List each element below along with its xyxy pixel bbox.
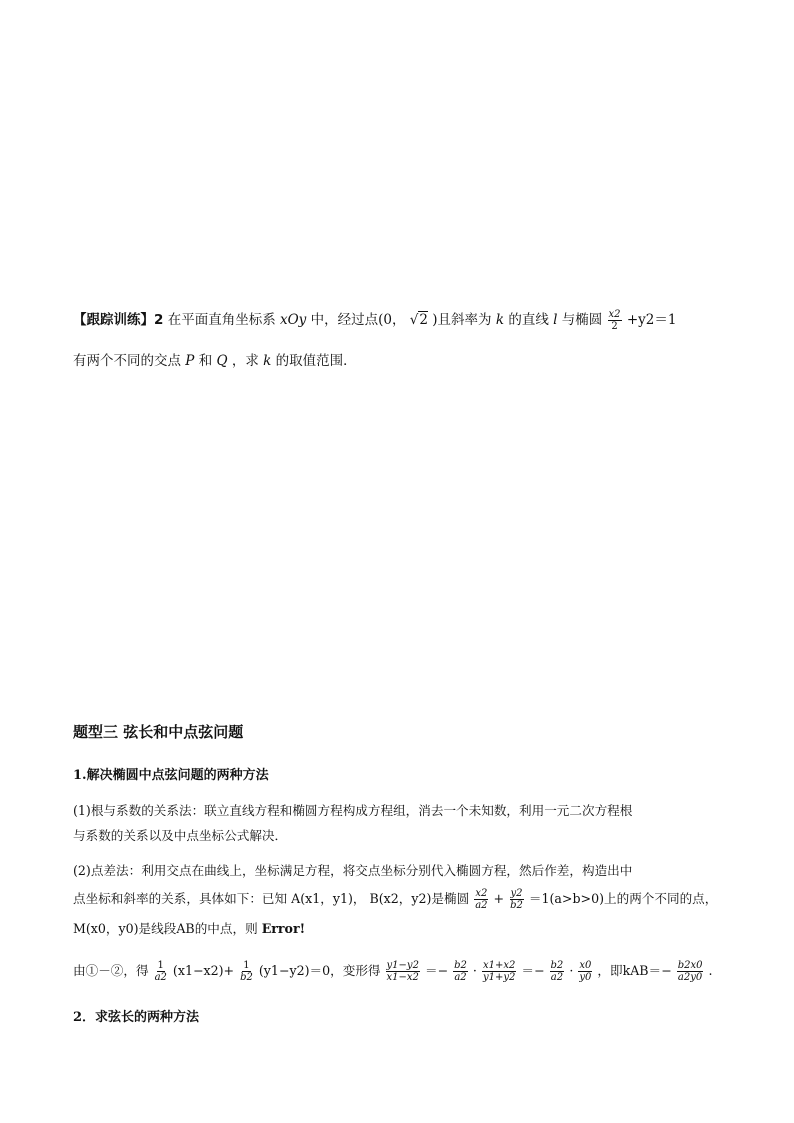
exercise-text-d: 的直线 [508,312,549,328]
formula-dot-1: · [472,963,477,978]
var-k2: k [263,353,272,369]
formula-frac-2-den: b2 [240,972,253,983]
formula-c: (y1−y2)＝0，变形得 [258,963,381,978]
formula-frac-6 [550,960,565,983]
section-heading: 题型三 弦长和中点弦问题 [73,723,244,741]
formula-frac-8-num: b2x0 [677,960,703,971]
formula-frac-7-num: x0 [579,960,592,971]
subheading-2: 2．求弦长的两种方法 [73,1010,200,1025]
formula-frac-8 [677,960,704,983]
error-text: Error! [261,921,306,936]
formula-frac-3-den: x1−x2 [386,972,419,983]
formula-line [73,960,713,983]
formula-frac-4-den: a2 [454,972,467,983]
p2-line-1: (2)点差法：利用交点在曲线上，坐标满足方程，将交点坐标分别代入椭圆方程，然后作差，构造出中 [73,863,633,878]
formula-frac-6-num: b2 [550,960,564,971]
formula-frac-2 [239,960,254,983]
ellipse-frac-x [474,888,488,911]
ellipse-fraction [608,309,622,332]
formula-frac-1-num: 1 [157,960,164,971]
formula-frac-1 [154,960,168,983]
line2-d: 的取值范围． [275,353,357,369]
frac-y-num: y2 [510,888,523,899]
var-xoy: xOy [280,312,307,328]
p2-l2-end: ＝1(a>b>0)上的两个不同的点， [528,891,718,906]
formula-frac-2-num: 1 [243,960,250,971]
p2-l2-A: A(x1，y1)， [291,891,366,906]
sqrt-symbol: √ [409,312,419,328]
exercise-tag: 【跟踪训练】2 [73,312,164,328]
formula-b: (x1−x2)+ [172,963,235,978]
p2-l3-a: M(x0，y0)是线段AB的中点，则 [73,921,258,936]
frac-y-den: b2 [510,900,523,911]
var-q: Q [216,353,228,369]
formula-frac-7-den: y0 [579,972,592,983]
formula-frac-7 [578,960,592,983]
frac-x-num: x2 [475,888,488,899]
formula-frac-5 [482,960,516,983]
formula-frac-1-den: a2 [154,972,167,983]
p2-l2-a: 点坐标和斜率的关系，具体如下：已知 [73,891,288,906]
subheading-1: 1.解决椭圆中点弦问题的两种方法 [73,768,269,783]
p2-line-3 [73,919,305,939]
exercise-text-a: 在平面直角坐标系 [167,312,276,328]
ellipse-den: 2 [611,321,618,332]
frac-x-den: a2 [475,900,488,911]
formula-frac-5-den: y1+y2 [482,972,516,983]
formula-frac-8-den: a2y0 [677,972,703,983]
formula-eq-2: ＝− [521,963,545,978]
var-k: k [495,312,505,328]
exercise-text-f: +y2＝1 [626,312,677,328]
formula-eq-1: ＝− [424,963,449,978]
formula-a: 由①－②，得 [73,963,149,978]
formula-d: ，即kAB＝− [597,963,672,978]
line2-b: 和 [198,353,213,369]
line2-a: 有两个不同的交点 [73,353,181,369]
p2-line-2 [73,888,717,911]
var-l: l [553,312,558,328]
exercise-line-2 [73,351,357,371]
formula-frac-4-num: b2 [454,960,467,971]
formula-frac-4 [453,960,468,983]
exercise-text-e: 与椭圆 [561,312,603,328]
line2-c: ，求 [231,353,259,369]
formula-dot-2: · [569,963,574,978]
plus-sign: + [493,891,505,906]
p2-l2-B: B(x2，y2)是椭圆 [369,891,470,906]
formula-end: . [708,963,713,978]
exercise-line-1 [73,309,676,332]
ellipse-num: x2 [608,309,621,320]
var-p: P [185,353,195,369]
formula-frac-5-num: x1+x2 [482,960,516,971]
exercise-text-b: 中，经过点(0， [310,312,406,328]
p1-line-1: (1)根与系数的关系法：联立直线方程和椭圆方程构成方程组，消去一个未知数，利用一元二次方程根 [73,803,633,818]
p1-line-2: 与系数的关系以及中点坐标公式解决． [73,828,288,843]
formula-frac-3 [386,960,420,983]
ellipse-frac-y [509,888,524,911]
exercise-text-c: )且斜率为 [432,312,492,328]
sqrt-value: 2 [419,312,428,328]
formula-frac-3-num: y1−y2 [386,960,419,971]
formula-frac-6-den: a2 [550,972,564,983]
